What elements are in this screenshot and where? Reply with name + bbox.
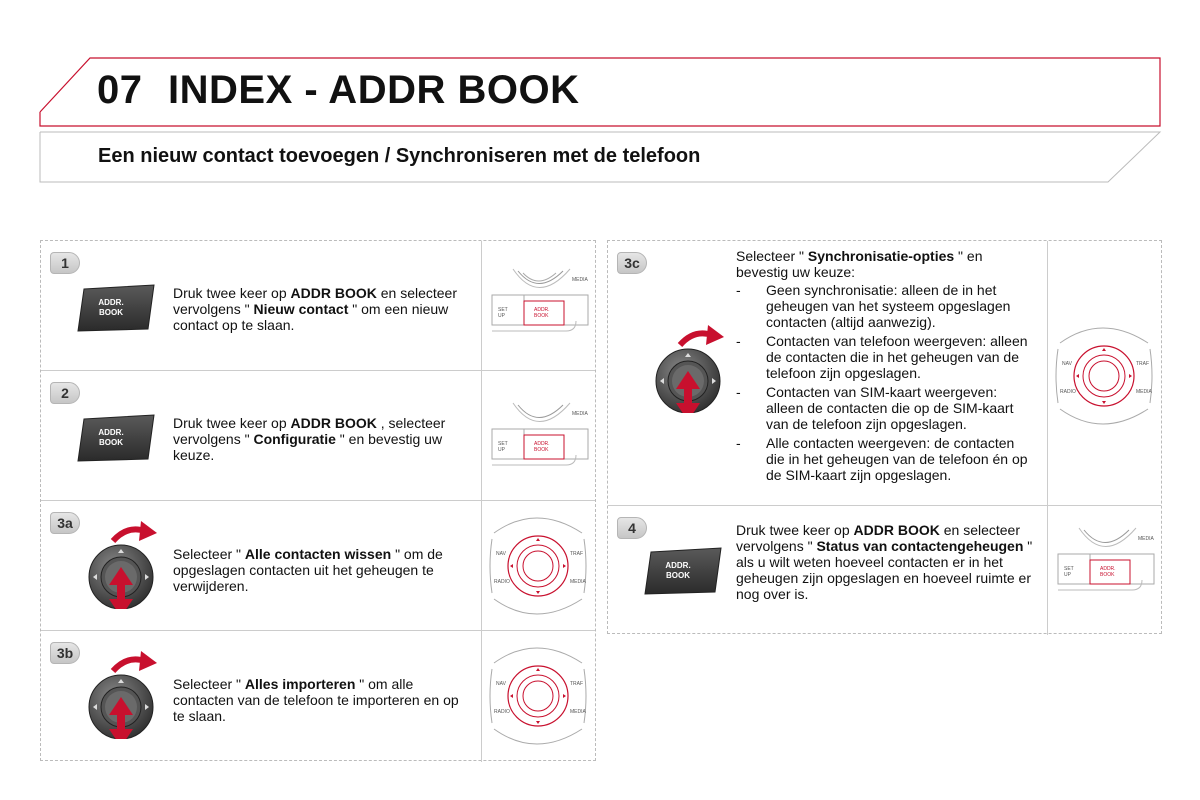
rotary-knob-icon[interactable]	[83, 649, 163, 739]
svg-text:SET: SET	[498, 307, 508, 313]
svg-text:ADDR.: ADDR.	[534, 441, 550, 447]
section-title: Een nieuw contact toevoegen / Synchroniseren met de telefoon	[98, 145, 701, 167]
svg-text:TRAF: TRAF	[570, 551, 584, 557]
svg-text:MEDIA: MEDIA	[570, 579, 586, 585]
step-3a-text: Selecteer " Alle contacten wissen " om de opgeslagen contacten uit het geheugen te verwijderen.	[173, 546, 443, 594]
step-3b	[41, 631, 595, 762]
step-badge: 2	[50, 382, 80, 404]
svg-text:MEDIA: MEDIA	[1138, 536, 1154, 542]
nav-dial-panel-icon	[1052, 321, 1162, 431]
step-3a	[41, 501, 595, 631]
svg-text:MEDIA: MEDIA	[570, 709, 586, 715]
svg-text:MEDIA: MEDIA	[572, 411, 588, 417]
nav-dial-panel-icon	[486, 641, 596, 751]
step-1-illustration	[481, 241, 595, 370]
button-label-line2: BOOK	[666, 571, 690, 580]
steps-column-right	[607, 240, 1162, 634]
svg-text:BOOK: BOOK	[534, 447, 549, 453]
svg-text:SET: SET	[498, 441, 508, 447]
svg-text:RADIO: RADIO	[494, 709, 510, 715]
button-label-line2: BOOK	[99, 438, 123, 447]
svg-text:UP: UP	[498, 313, 505, 319]
step-2	[41, 371, 595, 501]
addr-book-panel-icon	[1054, 520, 1164, 620]
rotary-knob-icon[interactable]	[650, 323, 730, 413]
sync-options-list	[736, 282, 1036, 483]
button-label-line1: ADDR.	[665, 561, 691, 570]
addr-book-button[interactable]	[641, 546, 723, 596]
addr-book-button[interactable]	[74, 413, 156, 463]
step-badge: 3b	[50, 642, 80, 664]
svg-text:MEDIA: MEDIA	[1136, 389, 1152, 395]
step-badge: 3c	[617, 252, 647, 274]
step-3c-text: Selecteer " Synchronisatie-opties " en bevestig uw keuze: - Geen synchronisatie: alleen de in het geheugen van het systeem opgeslagen contacten (altijd aanwezig). - Contacten van telefoon weergeven: alleen de contacten die in het geheugen van de telefoon zijn opgeslagen. - Contacten van SIM-kaart weergeven: alleen de contacten die op de SIM-kaart van de telefoon zijn opgeslagen. - Alle contacten weergeven: de contacten die in het geheugen van de telefoon én op de SIM-kaart zijn opgeslagen.	[736, 248, 1036, 486]
svg-text:ADDR.: ADDR.	[534, 307, 550, 313]
svg-text:TRAF: TRAF	[570, 681, 584, 687]
chapter-number: 07	[97, 68, 143, 112]
svg-text:BOOK: BOOK	[534, 313, 549, 319]
list-item: - Contacten van SIM-kaart weergeven: alleen de contacten die op de SIM-kaart van de telefoon zijn opgeslagen.	[736, 384, 1036, 432]
svg-text:NAV: NAV	[496, 681, 506, 687]
rotary-knob-icon[interactable]	[83, 519, 163, 609]
svg-text:UP: UP	[1064, 572, 1071, 578]
steps-column-left	[40, 240, 596, 761]
step-2-illustration	[481, 371, 595, 500]
svg-text:TRAF: TRAF	[1136, 361, 1150, 367]
step-4-illustration	[1047, 506, 1161, 635]
svg-text:UP: UP	[498, 447, 505, 453]
step-1-text: Druk twee keer op ADDR BOOK en selecteer vervolgens " Nieuw contact " om een nieuw contact op te slaan.	[173, 285, 458, 333]
step-badge: 1	[50, 252, 80, 274]
step-4	[608, 506, 1161, 635]
addr-book-panel-icon	[488, 395, 598, 495]
step-3a-illustration	[481, 501, 595, 630]
addr-book-button[interactable]	[74, 283, 156, 333]
step-4-text: Druk twee keer op ADDR BOOK en selecteer vervolgens " Status van contactengeheugen " als u wilt weten hoeveel contacten er in het geheugen zijn opgeslagen en hoeveel ruimte er nog over is.	[736, 522, 1033, 602]
step-badge: 4	[617, 517, 647, 539]
list-item: - Alle contacten weergeven: de contacten die in het geheugen van de telefoon én op de SIM-kaart zijn opgeslagen.	[736, 435, 1036, 483]
step-badge: 3a	[50, 512, 80, 534]
list-item: - Contacten van telefoon weergeven: alleen de contacten die in het geheugen van de telefoon zijn opgeslagen.	[736, 333, 1036, 381]
svg-text:RADIO: RADIO	[494, 579, 510, 585]
panel-label-media: MEDIA	[572, 277, 588, 283]
addr-book-panel-icon	[488, 261, 598, 361]
button-label-line2: BOOK	[99, 308, 123, 317]
button-label-line1: ADDR.	[98, 298, 124, 307]
step-2-text: Druk twee keer op ADDR BOOK , selecteer vervolgens " Configuratie " en bevestig uw keuze.	[173, 415, 446, 463]
chapter-title: INDEX - ADDR BOOK	[168, 68, 580, 112]
svg-text:NAV: NAV	[1062, 361, 1072, 367]
step-3c	[608, 241, 1161, 506]
svg-text:NAV: NAV	[496, 551, 506, 557]
step-1	[41, 241, 595, 371]
nav-dial-panel-icon	[486, 511, 596, 621]
step-3c-illustration	[1047, 241, 1161, 505]
chapter-header	[0, 0, 1200, 130]
button-label-line1: ADDR.	[98, 428, 124, 437]
svg-text:RADIO: RADIO	[1060, 389, 1076, 395]
svg-text:ADDR.: ADDR.	[1100, 566, 1116, 572]
step-3b-illustration	[481, 631, 595, 762]
svg-text:BOOK: BOOK	[1100, 572, 1115, 578]
list-item: - Geen synchronisatie: alleen de in het geheugen van het systeem opgeslagen contacten (altijd aanwezig).	[736, 282, 1036, 330]
svg-text:SET: SET	[1064, 566, 1074, 572]
step-3b-text: Selecteer " Alles importeren " om alle contacten van de telefoon te importeren en op te slaan.	[173, 676, 459, 724]
